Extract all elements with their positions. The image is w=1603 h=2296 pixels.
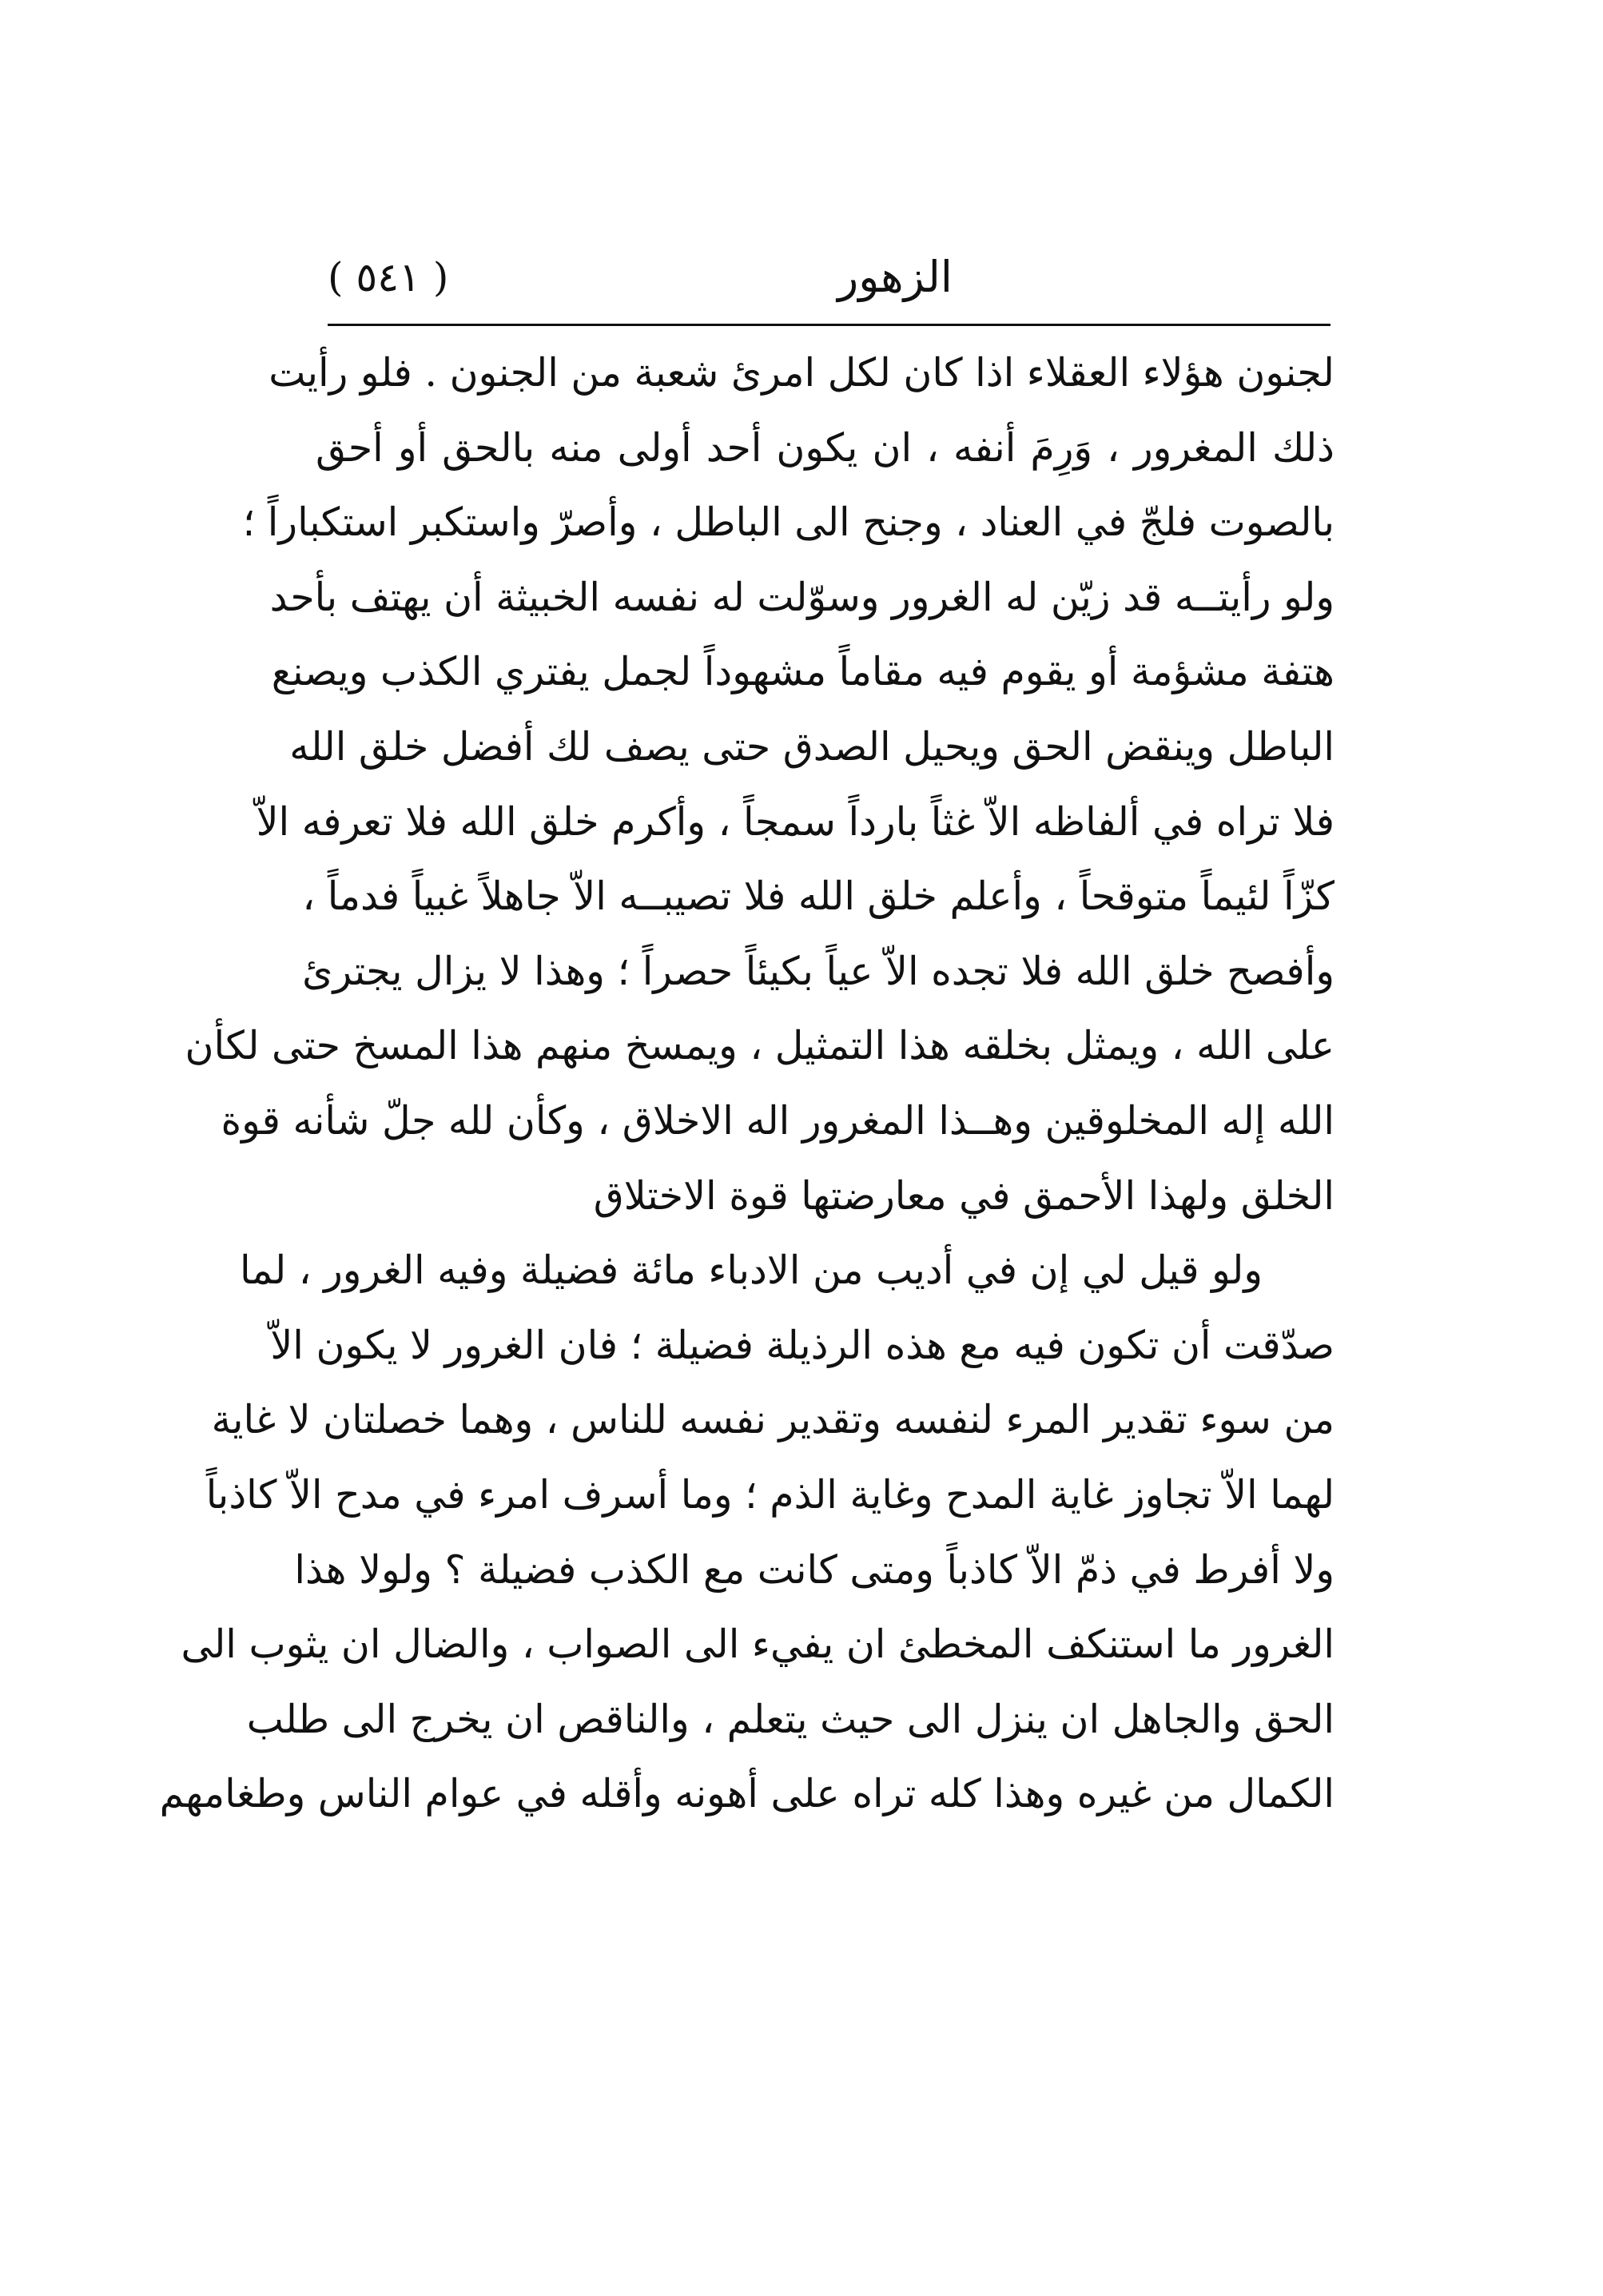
- text-line: صدّقت أن تكون فيه مع هذه الرذيلة فضيلة ؛ فان الغرور لا يكون الاّ: [270, 1322, 1335, 1368]
- text-line: فلا تراه في ألفاظه الاّ غثاً بارداً سمجاً ، وأكرم خلق الله فلا تعرفه الاّ: [256, 798, 1335, 845]
- text-line: الكمال من غيره وهذا كله تراه على أهونه وأقله في عوام الناس وطغامهم: [159, 1771, 1335, 1817]
- text-line: كزّاً لئيماً متوقحاً ، وأعلم خلق الله فلا تصيبــه الاّ جاهلاً غبياً فدماً ،: [302, 873, 1335, 920]
- text-line: الباطل وينقض الحق ويحيل الصدق حتى يصف لك أفضل خلق الله: [289, 723, 1335, 770]
- text-line: من سوء تقدير المرء لنفسه وتقدير نفسه للناس ، وهما خصلتان لا غاية: [211, 1397, 1335, 1443]
- text-line: الخلق ولهذا الأحمق في معارضتها قوة الاختلاق: [593, 1172, 1335, 1219]
- text-line: ولا أفرط في ذمّ الاّ كاذباً ومتى كانت مع الكذب فضيلة ؟ ولولا هذا: [294, 1546, 1335, 1593]
- text-line: لجنون هؤلاء العقلاء اذا كان لكل امرئ شعبة من الجنون . فلو رأيت: [268, 350, 1335, 396]
- text-line: الحق والجاهل ان ينزل الى حيث يتعلم ، والناقص ان يخرج الى طلب: [246, 1696, 1335, 1742]
- page-number: ( ٥٤١ ): [328, 254, 449, 300]
- text-line: الغرور ما استنكف المخطئ ان يفيء الى الصواب ، والضال ان يثوب الى: [181, 1622, 1335, 1668]
- paragraph-1: [185, 336, 1335, 1233]
- text-line: وأفصح خلق الله فلا تجده الاّ عياً بكيئاً حصراً ؛ وهذا لا يزال يجترئ: [302, 948, 1335, 994]
- running-title: الزهور: [837, 252, 953, 302]
- text-line: ذلك المغرور ، وَرِمَ أنفه ، ان يكون أحد أولى منه بالحق أو أحق: [316, 424, 1335, 471]
- text-line: ولو قيل لي إن في أديب من الادباء مائة فضيلة وفيه الغرور ، لما: [239, 1247, 1263, 1294]
- text-line: الله إله المخلوقين وهــذا المغرور اله الاخلاق ، وكأن لله جلّ شأنه قوة: [221, 1097, 1335, 1144]
- page-body: [159, 336, 1335, 1832]
- text-line: ولو رأيتــه قد زيّن له الغرور وسوّلت له نفسه الخبيثة أن يهتف بأحد: [269, 574, 1335, 620]
- text-line: هتفة مشؤمة أو يقوم فيه مقاماً مشهوداً لجمل يفتري الكذب ويصنع: [271, 649, 1335, 695]
- paragraph-2: [159, 1233, 1335, 1832]
- text-line: لهما الاّ تجاوز غاية المدح وغاية الذم ؛ وما أسرف امرء في مدح الاّ كاذباً: [205, 1471, 1335, 1518]
- header-rule: [328, 324, 1331, 326]
- text-line: على الله ، ويمثل بخلقه هذا التمثيل ، ويمسخ منهم هذا المسخ حتى لكأن: [185, 1023, 1335, 1069]
- text-line: بالصوت فلجّ في العناد ، وجنح الى الباطل ، وأصرّ واستكبر استكباراً ؛: [242, 499, 1335, 546]
- page-header: [328, 240, 1331, 312]
